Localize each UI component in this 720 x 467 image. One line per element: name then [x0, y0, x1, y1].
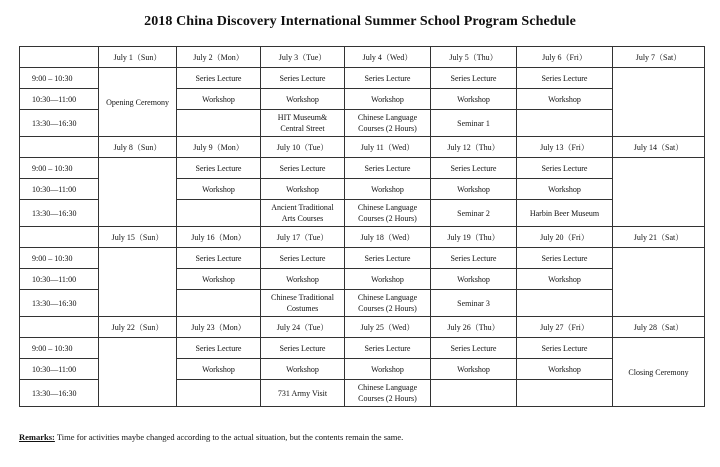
schedule-cell: Series Lecture [177, 158, 261, 179]
saturday-event: Closing Ceremony [613, 338, 705, 407]
day-header: July 6（Fri） [517, 47, 613, 68]
day-header: July 20（Fri） [517, 227, 613, 248]
cell-line: Chinese Traditional [271, 293, 334, 302]
day-header: July 12（Thu） [431, 137, 517, 158]
schedule-cell: Workshop [261, 359, 345, 380]
time-slot: 9:00 – 10:30 [20, 248, 99, 269]
time-slot: 9:00 – 10:30 [20, 158, 99, 179]
day-header: July 27（Fri） [517, 317, 613, 338]
day-header: July 10（Tue） [261, 137, 345, 158]
schedule-cell: Workshop [261, 89, 345, 110]
schedule-cell: Workshop [431, 269, 517, 290]
schedule-cell: Series Lecture [261, 158, 345, 179]
cell-line: Courses (2 Hours) [358, 304, 417, 313]
day-header: July 23（Mon） [177, 317, 261, 338]
day-header: July 8（Sun） [99, 137, 177, 158]
corner-cell [20, 47, 99, 68]
week-header-row [20, 137, 705, 158]
schedule-cell: Workshop [517, 89, 613, 110]
time-slot: 9:00 – 10:30 [20, 68, 99, 89]
schedule-cell: Workshop [517, 179, 613, 200]
schedule-cell: Series Lecture [261, 248, 345, 269]
day-header: July 24（Tue） [261, 317, 345, 338]
time-slot-row [20, 158, 705, 179]
schedule-cell [177, 200, 261, 227]
schedule-cell: Workshop [177, 269, 261, 290]
day-header: July 17（Tue） [261, 227, 345, 248]
day-header: July 4（Wed） [345, 47, 431, 68]
schedule-cell [431, 380, 517, 407]
schedule-cell [345, 380, 431, 407]
schedule-cell: Workshop [261, 179, 345, 200]
week-header-row [20, 317, 705, 338]
sunday-event: Opening Ceremony [99, 68, 177, 137]
time-slot-row [20, 68, 705, 89]
schedule-cell: Series Lecture [517, 248, 613, 269]
saturday-event [613, 248, 705, 317]
schedule-cell: Series Lecture [517, 338, 613, 359]
time-slot: 10:30—11:00 [20, 269, 99, 290]
schedule-cell: Workshop [345, 269, 431, 290]
corner-cell [20, 317, 99, 338]
schedule-cell: Series Lecture [177, 248, 261, 269]
schedule-cell: Seminar 1 [431, 110, 517, 137]
schedule-cell [261, 200, 345, 227]
schedule-cell: Series Lecture [177, 68, 261, 89]
schedule-cell: Series Lecture [345, 338, 431, 359]
cell-line: Ancient Traditional [271, 203, 334, 212]
schedule-cell: Workshop [345, 89, 431, 110]
time-slot: 13:30—16:30 [20, 200, 99, 227]
schedule-cell [177, 380, 261, 407]
day-header: July 1（Sun） [99, 47, 177, 68]
remarks-text: Time for activities maybe changed according to the actual situation, but the contents remain the same. [54, 432, 404, 442]
saturday-event [613, 68, 705, 137]
schedule-cell [345, 200, 431, 227]
cell-line: Chinese Language [357, 293, 418, 302]
schedule-cell: Workshop [177, 359, 261, 380]
cell-line: Courses (2 Hours) [358, 124, 417, 133]
schedule-cell: Series Lecture [261, 338, 345, 359]
schedule-cell [261, 110, 345, 137]
time-slot: 9:00 – 10:30 [20, 338, 99, 359]
cell-line: HIT Museum& [277, 113, 328, 122]
week-header-row [20, 47, 705, 68]
cell-line: Chinese Language [357, 113, 418, 122]
day-header: July 7（Sat） [613, 47, 705, 68]
schedule-cell: Workshop [517, 269, 613, 290]
day-header: July 25（Wed） [345, 317, 431, 338]
schedule-cell: Series Lecture [431, 248, 517, 269]
schedule-cell [177, 290, 261, 317]
day-header: July 18（Wed） [345, 227, 431, 248]
week-header-row [20, 227, 705, 248]
schedule-cell: Workshop [431, 179, 517, 200]
day-header: July 9（Mon） [177, 137, 261, 158]
schedule-cell: Workshop [177, 179, 261, 200]
schedule-cell: Series Lecture [517, 68, 613, 89]
cell-line: Central Street [280, 124, 325, 133]
schedule-cell: Series Lecture [517, 158, 613, 179]
time-slot: 10:30—11:00 [20, 359, 99, 380]
sunday-event [99, 338, 177, 407]
schedule-cell: Seminar 3 [431, 290, 517, 317]
schedule-cell [177, 110, 261, 137]
cell-line: Costumes [286, 304, 319, 313]
schedule-cell: Harbin Beer Museum [517, 200, 613, 227]
time-slot-row [20, 248, 705, 269]
schedule-cell [261, 290, 345, 317]
schedule-cell [261, 380, 345, 407]
cell-line: Chinese Language [357, 203, 418, 212]
time-slot: 13:30—16:30 [20, 110, 99, 137]
schedule-cell: Workshop [345, 359, 431, 380]
time-slot: 13:30—16:30 [20, 380, 99, 407]
day-header: July 2（Mon） [177, 47, 261, 68]
sunday-event [99, 158, 177, 227]
remarks [19, 432, 403, 442]
schedule-cell: Workshop [431, 359, 517, 380]
schedule-title: 2018 China Discovery International Summer School Program Schedule [144, 14, 576, 29]
corner-cell [20, 137, 99, 158]
day-header: July 26（Thu） [431, 317, 517, 338]
schedule-cell [517, 380, 613, 407]
day-header: July 13（Fri） [517, 137, 613, 158]
schedule-cell: Series Lecture [345, 158, 431, 179]
time-slot: 10:30—11:00 [20, 89, 99, 110]
schedule-cell: Series Lecture [431, 158, 517, 179]
schedule-cell: Workshop [345, 179, 431, 200]
cell-line: 731 Army Visit [277, 388, 328, 398]
remarks-label: Remarks: [19, 432, 55, 442]
cell-line: Arts Courses [281, 214, 324, 223]
schedule-cell: Series Lecture [345, 68, 431, 89]
day-header: July 11（Wed） [345, 137, 431, 158]
schedule-cell: Series Lecture [431, 338, 517, 359]
schedule-cell: Seminar 2 [431, 200, 517, 227]
schedule-cell: Workshop [261, 269, 345, 290]
day-header: July 19（Thu） [431, 227, 517, 248]
schedule-cell [345, 110, 431, 137]
saturday-event [613, 158, 705, 227]
day-header: July 16（Mon） [177, 227, 261, 248]
cell-line: Courses (2 Hours) [358, 214, 417, 223]
schedule-cell: Series Lecture [345, 248, 431, 269]
time-slot: 13:30—16:30 [20, 290, 99, 317]
schedule-cell [345, 290, 431, 317]
schedule-cell [517, 290, 613, 317]
schedule-cell: Series Lecture [261, 68, 345, 89]
cell-line: Courses (2 Hours) [358, 394, 417, 403]
schedule-cell: Workshop [431, 89, 517, 110]
day-header: July 21（Sat） [613, 227, 705, 248]
cell-line: Chinese Language [357, 383, 418, 392]
schedule-cell: Series Lecture [431, 68, 517, 89]
day-header: July 14（Sat） [613, 137, 705, 158]
time-slot-row [20, 338, 705, 359]
schedule-cell: Series Lecture [177, 338, 261, 359]
schedule-cell [517, 110, 613, 137]
day-header: July 15（Sun） [99, 227, 177, 248]
day-header: July 28（Sat） [613, 317, 705, 338]
time-slot: 10:30—11:00 [20, 179, 99, 200]
schedule-cell: Workshop [517, 359, 613, 380]
schedule-table [19, 46, 705, 407]
day-header: July 5（Thu） [431, 47, 517, 68]
sunday-event [99, 248, 177, 317]
schedule-cell: Workshop [177, 89, 261, 110]
day-header: July 3（Tue） [261, 47, 345, 68]
day-header: July 22（Sun） [99, 317, 177, 338]
corner-cell [20, 227, 99, 248]
